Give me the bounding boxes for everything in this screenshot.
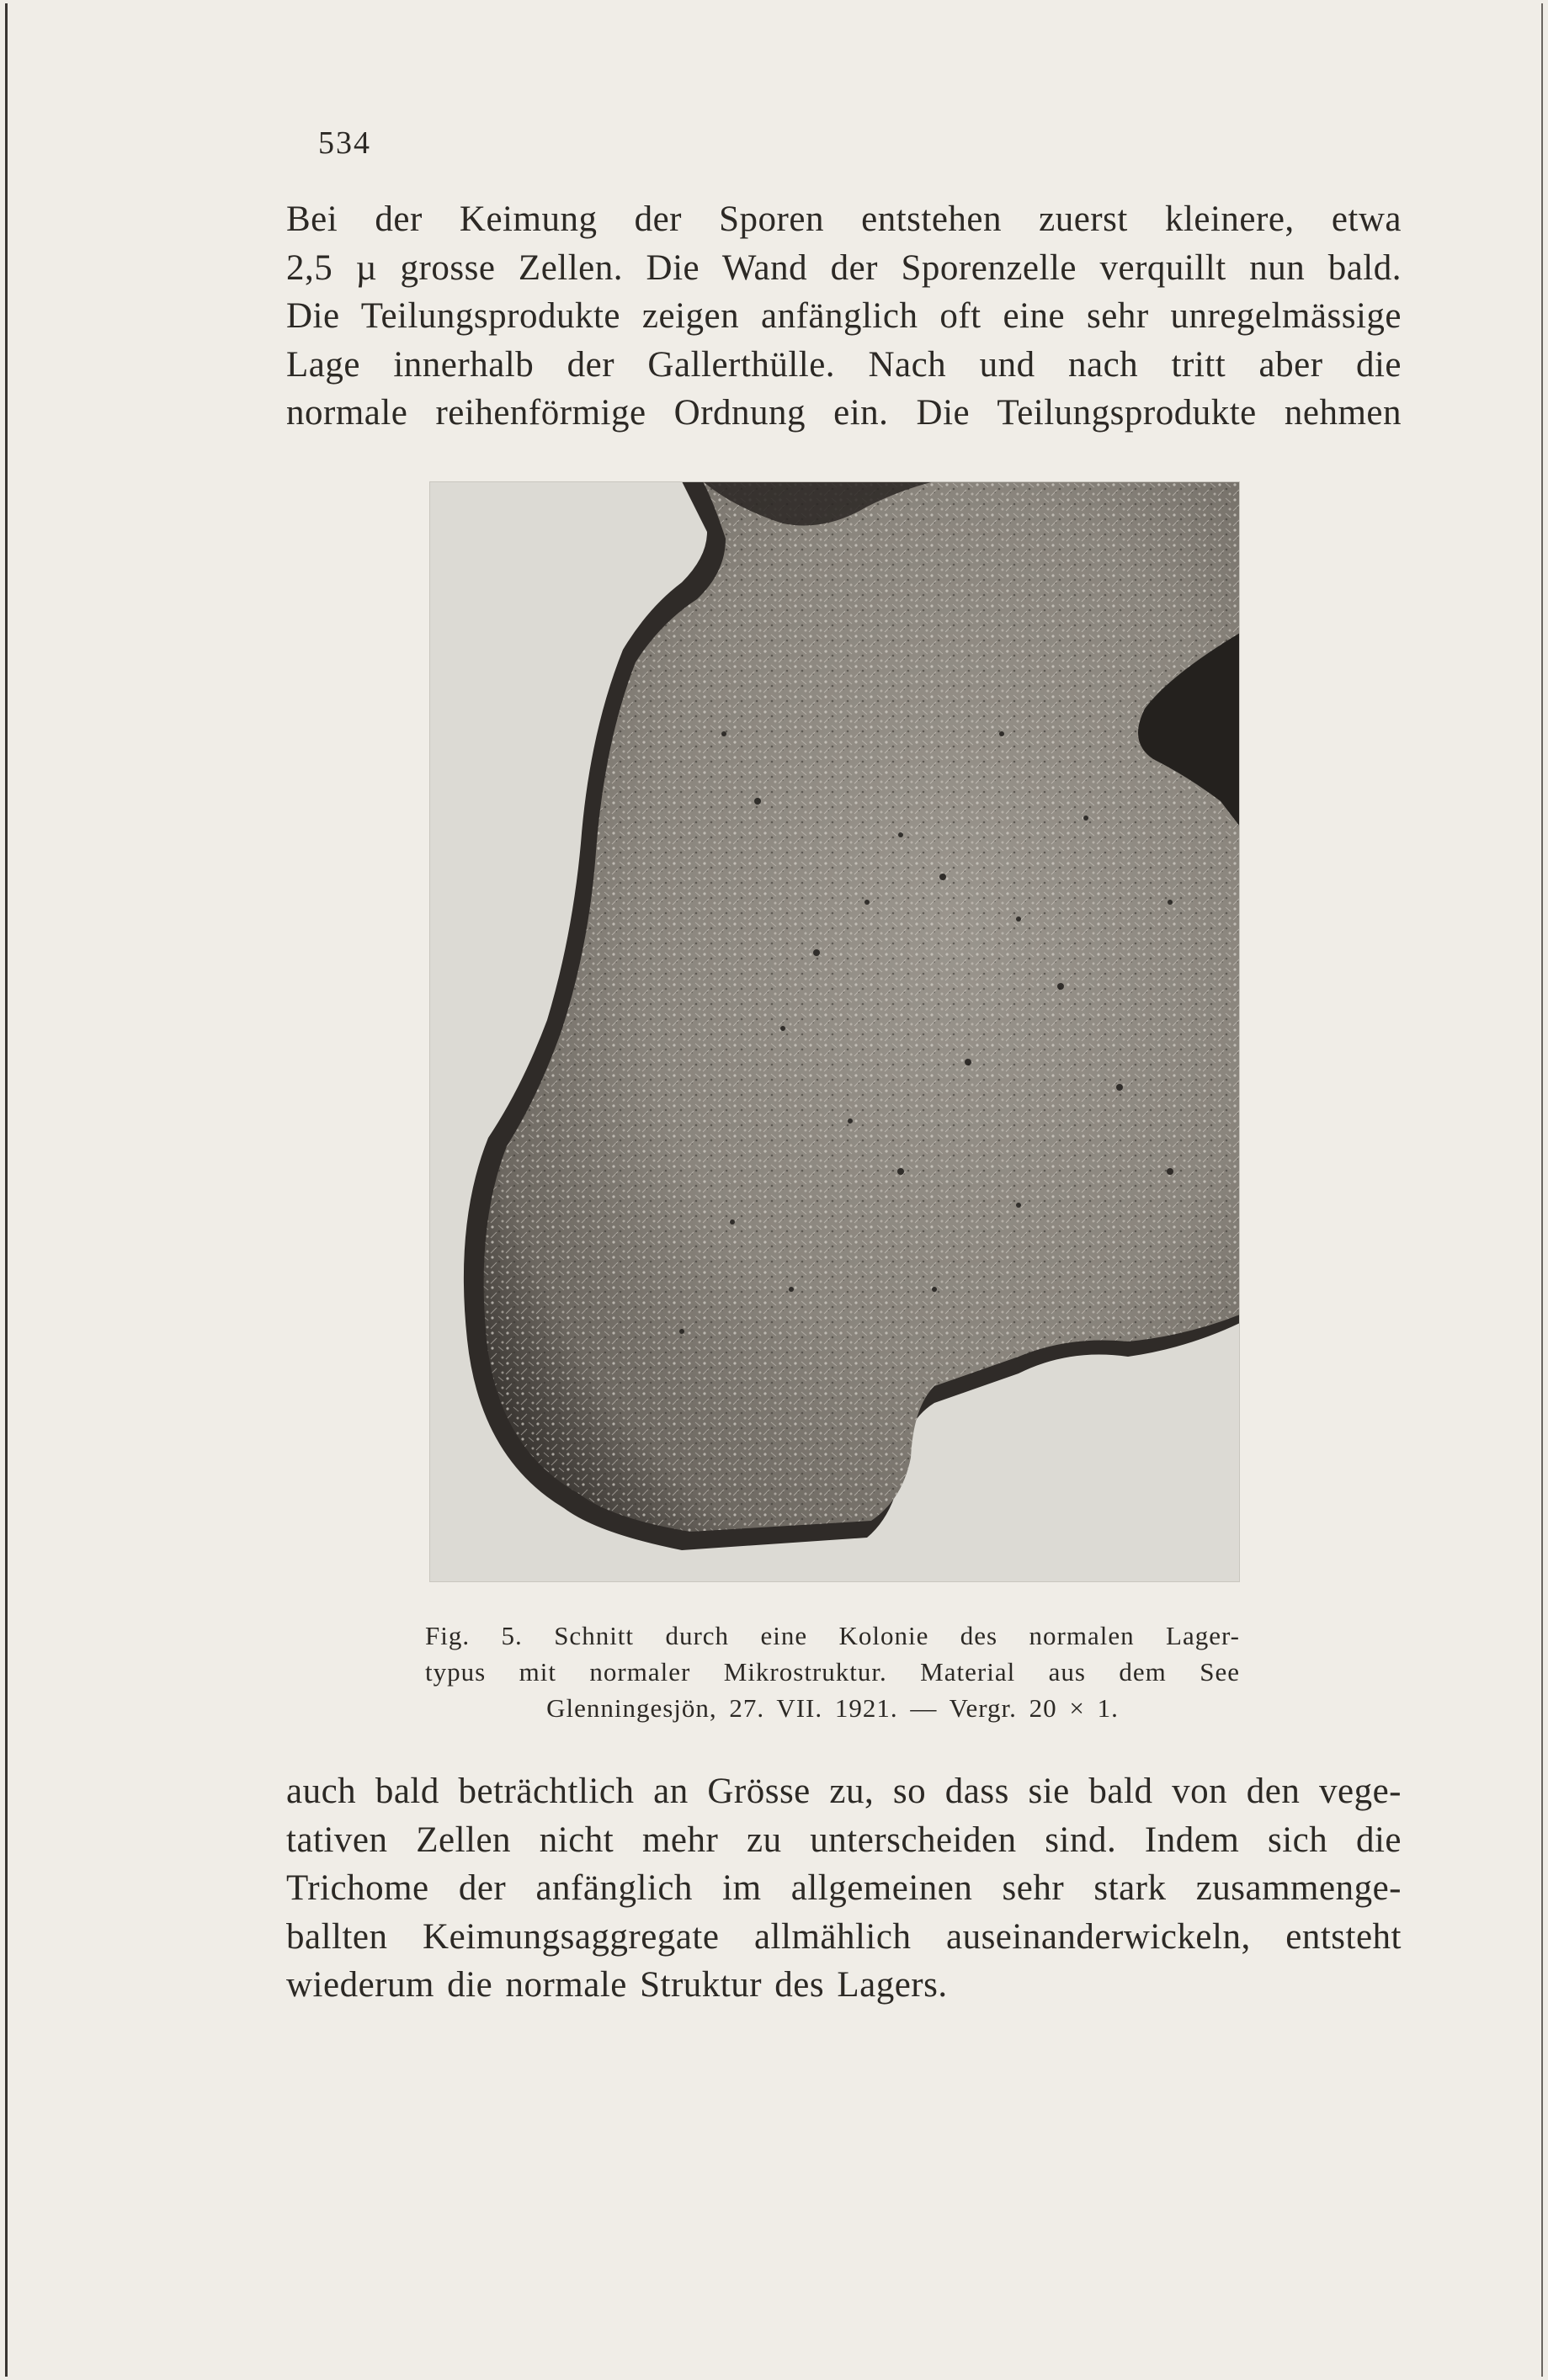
paragraph-line: Trichome der anfänglich im allgemeinen sehr stark zusammenge- bbox=[286, 1868, 1402, 1908]
paragraph-line: ballten Keimungsaggregate allmählich auseinanderwickeln, entsteht bbox=[286, 1916, 1402, 1957]
figure-caption bbox=[425, 1618, 1240, 1726]
caption-line: typus mit normaler Mikrostruktur. Material aus dem See bbox=[425, 1657, 1240, 1687]
paragraph-line: Die Teilungsprodukte zeigen anfänglich oft eine sehr unregelmässige bbox=[286, 296, 1402, 336]
caption-line: Glenningesjön, 27. VII. 1921. — Vergr. 20 × 1. bbox=[546, 1693, 1119, 1723]
micrograph-image bbox=[429, 481, 1240, 1582]
micrograph-figure bbox=[429, 481, 1240, 1582]
caption-line: Fig. 5. Schnitt durch eine Kolonie des normalen Lager- bbox=[425, 1621, 1240, 1650]
paragraph-line: 2,5 µ grosse Zellen. Die Wand der Sporenzelle verquillt nun bald. bbox=[286, 247, 1402, 288]
paragraph-line: Lage innerhalb der Gallerthülle. Nach und nach tritt aber die bbox=[286, 344, 1402, 385]
paragraph-line: auch bald beträchtlich an Grösse zu, so dass sie bald von den vege- bbox=[286, 1772, 1402, 1811]
paragraph-line: wiederum die normale Struktur des Lagers. bbox=[286, 1965, 948, 2005]
paragraph-bottom bbox=[286, 1767, 1402, 2010]
paragraph-line: Bei der Keimung der Sporen entstehen zuerst kleinere, etwa bbox=[286, 199, 1402, 239]
paragraph-top bbox=[286, 195, 1402, 438]
paragraph-line: normale reihenförmige Ordnung ein. Die Teilungsprodukte nehmen bbox=[286, 393, 1402, 433]
page-number: 534 bbox=[318, 125, 371, 161]
paragraph-line: tativen Zellen nicht mehr zu unterscheiden sind. Indem sich die bbox=[286, 1820, 1402, 1860]
